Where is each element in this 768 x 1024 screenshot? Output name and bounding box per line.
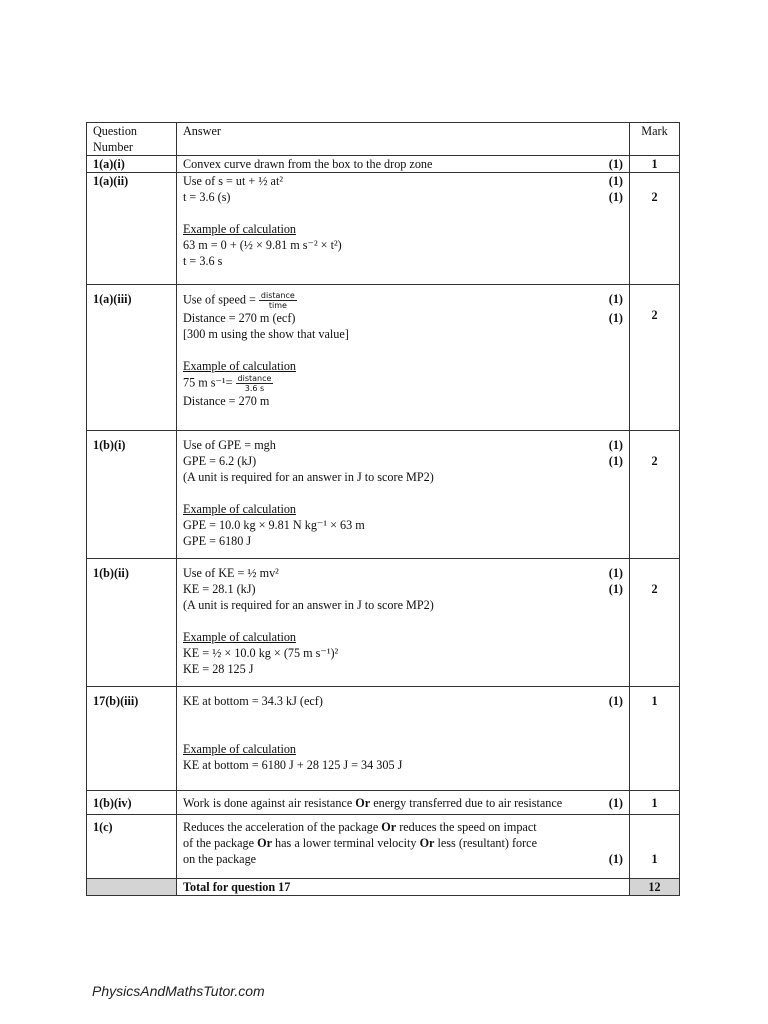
marking-point [595, 597, 623, 613]
mark-value: 1 [630, 156, 680, 173]
marking-point: (1) [608, 796, 623, 810]
answer-line-text: GPE = 6180 J [183, 534, 252, 548]
question-number: 1(b)(iv) [87, 791, 177, 815]
answer-line-text: Example of calculation [183, 742, 297, 756]
answer-line [183, 581, 623, 597]
marking-point [595, 819, 623, 835]
mark-value: 1 [630, 815, 680, 879]
fraction-numerator: distance [237, 374, 272, 383]
answer-line-text: Example of calculation [183, 222, 297, 236]
answer-line-text: GPE = 6.2 (kJ) [183, 454, 257, 468]
answer-line [183, 835, 623, 851]
total-row [87, 879, 680, 896]
marking-point [595, 485, 623, 501]
marking-point [595, 253, 623, 269]
marking-point [595, 358, 623, 374]
answer-cell [177, 559, 630, 687]
marking-point [595, 645, 623, 661]
answer-line [183, 310, 623, 326]
answer-line [183, 326, 623, 342]
fraction [236, 374, 274, 393]
footer-site-name: PhysicsAndMathsTutor.com [92, 983, 265, 999]
marking-point: (1) [608, 694, 623, 708]
question-number: 1(b)(i) [87, 431, 177, 559]
answer-line [183, 437, 623, 453]
answer-row [87, 431, 680, 559]
answer-line [183, 565, 623, 581]
marking-point [595, 469, 623, 485]
answer-line-text: Example of calculation [183, 359, 297, 373]
marking-point [595, 237, 623, 253]
answer-line-text: Example of calculation [183, 502, 297, 516]
answer-line [183, 725, 623, 741]
answer-line [183, 237, 623, 253]
answer-line-text: KE = 28 125 J [183, 662, 254, 676]
answer-line [183, 741, 623, 757]
answer-line-text: Use of speed = [183, 292, 256, 307]
answer-line [183, 291, 623, 310]
answer-row [87, 156, 680, 173]
answer-line-text: Distance = 270 m (ecf) [183, 311, 296, 325]
marking-point [595, 205, 623, 221]
answer-line-text: Work is done against air resistance Or energy transferred due to air resistance [183, 796, 563, 810]
total-label: Total for question 17 [177, 879, 630, 896]
marking-point [595, 517, 623, 533]
answer-line [183, 221, 623, 237]
answer-line-expression [183, 291, 595, 310]
answer-line-text: Example of calculation [183, 630, 297, 644]
answer-line-text: Distance = 270 m [183, 394, 270, 408]
mark-value: 1 [630, 791, 680, 815]
answer-row [87, 791, 680, 815]
answer-line-text: KE at bottom = 34.3 kJ (ecf) [183, 694, 323, 708]
mark-header: Mark [630, 123, 680, 156]
answer-line [183, 485, 623, 501]
marking-point [595, 629, 623, 645]
marking-point [595, 326, 623, 342]
answer-row [87, 559, 680, 687]
mark-value: 2 [630, 559, 680, 687]
question-number: 1(a)(ii) [87, 173, 177, 285]
fraction-denominator: time [268, 301, 287, 310]
question-number: 1(a)(iii) [87, 285, 177, 431]
answer-line-text: Use of s = ut + ½ at² [183, 174, 283, 188]
question-number: 1(a)(i) [87, 156, 177, 173]
answer-line-text: Use of KE = ½ mv² [183, 566, 279, 580]
total-question-cell [87, 879, 177, 896]
answer-line [183, 629, 623, 645]
answer-line [183, 173, 623, 189]
answer-cell [177, 156, 630, 173]
answer-cell [177, 285, 630, 431]
question-number: 1(b)(ii) [87, 559, 177, 687]
marking-point: (1) [608, 190, 623, 204]
answer-line-text: KE = ½ × 10.0 kg × (75 m s⁻¹)² [183, 646, 339, 660]
question-number: 1(c) [87, 815, 177, 879]
answer-line [183, 613, 623, 629]
marking-point: (1) [608, 174, 623, 188]
mark-value: 2 [630, 431, 680, 559]
question-number: 17(b)(iii) [87, 687, 177, 791]
mark-scheme-table [86, 122, 680, 896]
answer-line [183, 189, 623, 205]
fraction [259, 291, 297, 310]
answer-line [183, 819, 623, 835]
answer-row [87, 815, 680, 879]
marking-point [595, 835, 623, 851]
answer-line [183, 469, 623, 485]
answer-row [87, 687, 680, 791]
answer-header: Answer [177, 123, 630, 156]
answer-line [183, 795, 623, 811]
answer-cell [177, 815, 630, 879]
marking-point [595, 501, 623, 517]
answer-line-text: Use of GPE = mgh [183, 438, 276, 452]
marking-point [595, 613, 623, 629]
answer-line [183, 393, 623, 409]
marking-point [595, 533, 623, 549]
marking-point: (1) [608, 438, 623, 452]
answer-line-text: of the package Or has a lower terminal velocity Or less (resultant) force [183, 836, 537, 850]
answer-line-text: t = 3.6 (s) [183, 190, 231, 204]
answer-line-expression [183, 374, 595, 393]
answer-cell [177, 431, 630, 559]
answer-cell [177, 173, 630, 285]
answer-line-text: on the package [183, 852, 257, 866]
answer-line-text: (A unit is required for an answer in J to score MP2) [183, 598, 434, 612]
mark-value: 2 [630, 173, 680, 285]
answer-cell [177, 687, 630, 791]
marking-point [595, 374, 623, 393]
total-mark: 12 [630, 879, 680, 896]
answer-line [183, 645, 623, 661]
marking-point: (1) [608, 454, 623, 468]
marking-point [595, 725, 623, 741]
marking-point: (1) [608, 566, 623, 580]
header-row [87, 123, 680, 156]
answer-line [183, 374, 623, 393]
answer-line-text: Reduces the acceleration of the package Or reduces the speed on impact [183, 820, 537, 834]
answer-line-text: GPE = 10.0 kg × 9.81 N kg⁻¹ × 63 m [183, 518, 365, 532]
answer-line [183, 253, 623, 269]
answer-line-text: KE at bottom = 6180 J + 28 125 J = 34 305 J [183, 758, 403, 772]
answer-line [183, 517, 623, 533]
answer-row [87, 173, 680, 285]
marking-point [595, 709, 623, 725]
answer-line [183, 342, 623, 358]
fraction-denominator: 3.6 s [244, 384, 265, 393]
marking-point [595, 661, 623, 677]
marking-point: (1) [608, 311, 623, 325]
answer-line [183, 358, 623, 374]
marking-point: (1) [608, 582, 623, 596]
marking-point [595, 741, 623, 757]
marking-point: (1) [608, 292, 623, 306]
answer-line [183, 205, 623, 221]
marking-point: (1) [608, 157, 623, 171]
answer-line-text: KE = 28.1 (kJ) [183, 582, 256, 596]
mark-value: 2 [630, 285, 680, 431]
answer-cell [177, 791, 630, 815]
answer-line-text: (A unit is required for an answer in J to score MP2) [183, 470, 434, 484]
answer-line [183, 709, 623, 725]
answer-line-text: t = 3.6 s [183, 254, 223, 268]
marking-point [595, 342, 623, 358]
answer-line-text: [300 m using the show that value] [183, 327, 349, 341]
answer-line-text: Convex curve drawn from the box to the drop zone [183, 157, 433, 171]
answer-line [183, 851, 623, 867]
mark-value: 1 [630, 687, 680, 791]
answer-line [183, 533, 623, 549]
answer-line [183, 156, 623, 172]
marking-point [595, 393, 623, 409]
answer-line [183, 757, 623, 773]
fraction-numerator: distance [260, 291, 295, 300]
question-number-header: Question Number [87, 123, 177, 156]
answer-line-text: 75 m s⁻¹= [183, 375, 233, 390]
marking-point [595, 757, 623, 773]
marking-point: (1) [608, 852, 623, 866]
answer-line [183, 453, 623, 469]
answer-line [183, 693, 623, 709]
answer-line [183, 501, 623, 517]
answer-line [183, 597, 623, 613]
marking-point [595, 221, 623, 237]
answer-line-text: 63 m = 0 + (½ × 9.81 m s⁻² × t²) [183, 238, 342, 252]
answer-line [183, 661, 623, 677]
answer-row [87, 285, 680, 431]
